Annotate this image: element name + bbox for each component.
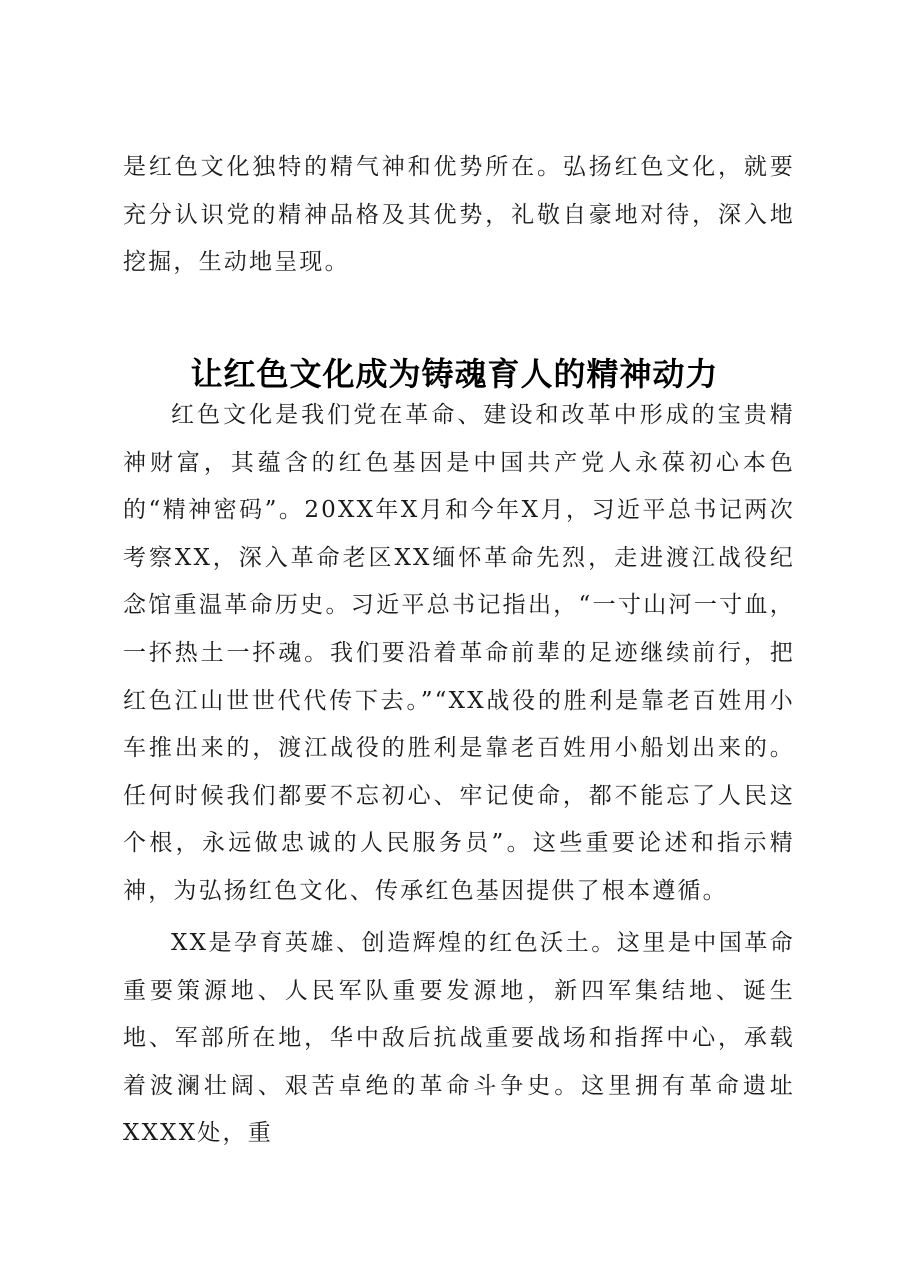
body-paragraph: XX是孕育英雄、创造辉煌的红色沃土。这里是中国革命重要策源地、人民军队重要发源地，新四军集结地、诞生地、军部所在地，华中敌后抗战重要战场和指挥中心，承载着波澜壮阔、艰苦卓绝的革命斗争史。这里拥有革命遗址XXXX处，重 [123,930,795,1147]
section-heading: 让红色文化成为铸魂育人的精神动力 [190,355,719,393]
body-paragraph: 红色文化是我们党在革命、建设和改革中形成的宝贵精神财富，其蕴含的红色基因是中国共产党人永葆初心本色的“精神密码”。20XX年X月和今年X月，习近平总书记两次考察XX，深入革命老区XX缅怀革命先烈，走进渡江战役纪念馆重温革命历史。习近平总书记指出，“一寸山河一寸血，一抔热土一抔魂。我们要沿着革命前辈的足迹继续前行，把红色江山世世代代传下去。”“XX战役的胜利是靠老百姓用小车推出来的，渡江战役的胜利是靠老百姓用小船划出来的。任何时候我们都要不忘初心、牢记使命，都不能忘了人民这个根，永远做忠诚的人民服务员”。这些重要论述和指示精神，为弘扬红色文化、传承红色基因提供了根本遵循。 [123,402,795,904]
continued-paragraph: 是红色文化独特的精气神和优势所在。弘扬红色文化，就要充分认识党的精神品格及其优势，礼敬自豪地对待，深入地挖掘，生动地呈现。 [123,154,795,276]
